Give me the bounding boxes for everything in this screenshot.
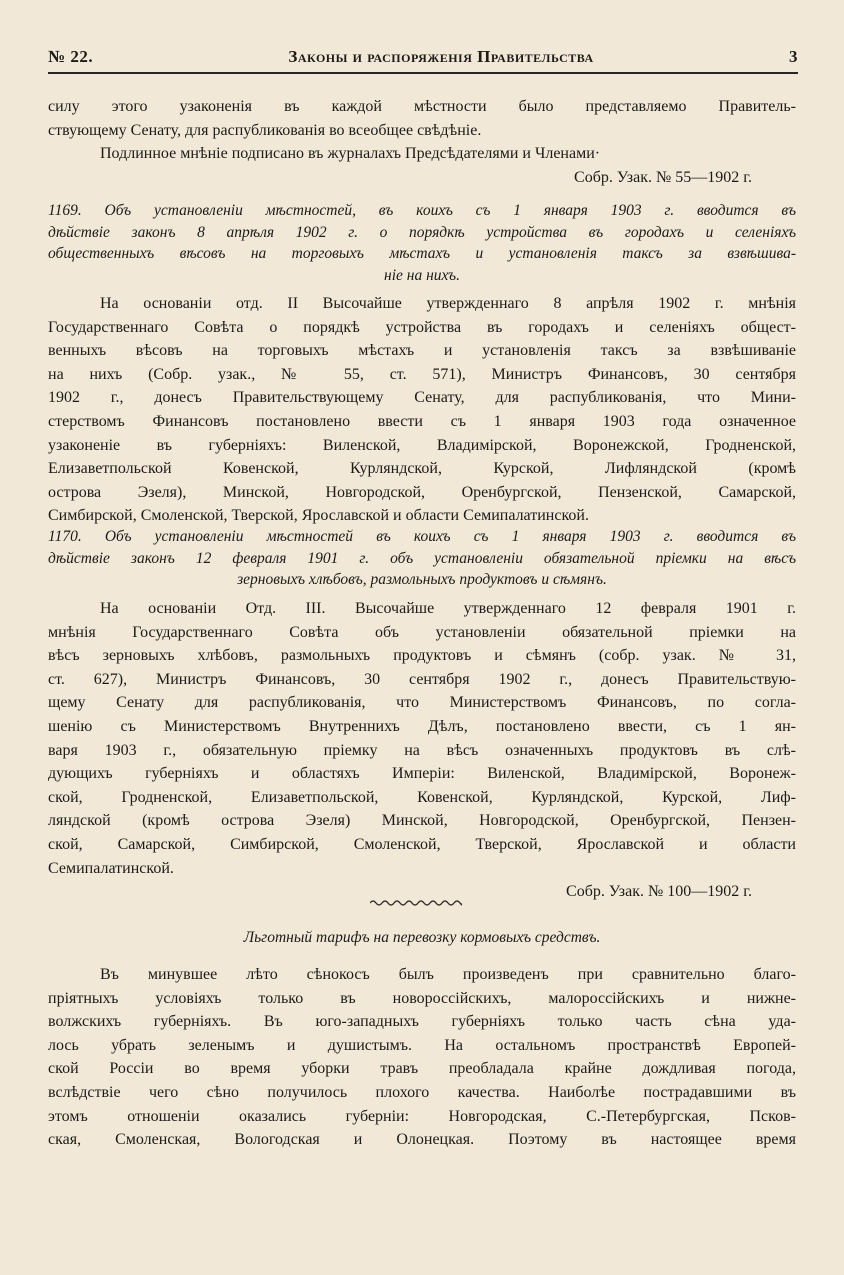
text-line: стерствомъ Финансовъ постановлено ввести съ 1 января 1903 года означенное	[48, 412, 796, 430]
item-1170-title	[48, 526, 796, 591]
text-line: ская, Смоленская, Вологодская и Олонецкая. Поэтому въ настоящее время	[48, 1131, 796, 1149]
text-line: ляндской (кромѣ острова Эзеля) Минской, Новгородской, Оренбургской, Пензен-	[48, 812, 796, 830]
text-line: На основаніи Отд. III. Высочайше утвержденнаго 12 февраля 1901 г.	[100, 600, 796, 617]
text-line: 1902 г., донесъ Правительствующему Сенату, для распубликованія, что Мини-	[48, 389, 796, 407]
wavy-divider	[370, 898, 462, 908]
title-line: дѣйствіе законъ 12 февраля 1901 г. объ установленіи обязательной пріемки на вѣсъ	[48, 549, 796, 567]
item-1169-body	[48, 292, 796, 528]
text-line: волжскихъ губерніяхъ. Въ юго-западныхъ губерніяхъ только часть сѣна уда-	[48, 1013, 796, 1031]
text-line: вѣсъ зерновыхъ хлѣбовъ, размольныхъ продуктовъ и сѣмянъ (собр. узак. № 31,	[48, 647, 796, 665]
text-line: дующихъ губерніяхъ и областяхъ Имперіи: Виленской, Владимірской, Воронеж-	[48, 765, 796, 783]
text-line: ствующему Сенату, для распубликованія во всеобщее свѣдѣніе.	[48, 121, 482, 139]
header-rule	[48, 72, 798, 74]
source-citation: Собр. Узак. № 100—1902 г.	[566, 883, 752, 901]
tariff-body	[48, 963, 796, 1152]
tariff-heading: Льготный тарифъ на перевозку кормовыхъ средствъ.	[243, 929, 601, 946]
title-line: ніе на нихъ.	[384, 266, 460, 284]
title-line: дѣйствіе законъ 8 апрѣля 1902 г. о порядкѣ устройства въ городахъ и селеніяхъ	[48, 223, 796, 241]
text-line: ской, Самарской, Симбирской, Смоленской, Тверской, Ярославской и области	[48, 835, 796, 853]
text-line: Государственнаго Совѣта о порядкѣ устройства въ городахъ и селеніяхъ общест-	[48, 318, 796, 336]
text-line: на нихъ (Собр. узак., № 55, ст. 571), Министръ Финансовъ, 30 сентября	[48, 365, 796, 383]
text-line: шенію съ Министерствомъ Внутреннихъ Дѣлъ, постановлено ввести, съ 1 ян-	[48, 717, 796, 735]
item-1169-title	[48, 200, 796, 286]
item-1170-body	[48, 597, 796, 904]
text-line: узаконеніе въ губерніяхъ: Виленской, Владимірской, Воронежской, Гродненской,	[48, 436, 796, 454]
text-line: этомъ отношеніи оказались губерніи: Новгородская, С.-Петербургская, Псков-	[48, 1107, 796, 1125]
text-line: Въ минувшее лѣто сѣнокосъ былъ произведенъ при сравнительно благо-	[100, 966, 796, 983]
text-line: лось убрать зеленымъ и душистымъ. На остальномъ пространствѣ Европей-	[48, 1036, 796, 1054]
text-line: пріятныхъ условіяхъ только въ новороссійскихъ, малороссійскихъ и нижне-	[48, 989, 796, 1007]
title-line: 1169. Объ установленіи мѣстностей, въ коихъ съ 1 января 1903 г. вводится въ	[48, 202, 796, 219]
text-line: Симбирской, Смоленской, Тверской, Ярославской и области Семипалатинской.	[48, 507, 589, 525]
text-line: щему Сенату для распубликованія, что Министерствомъ Финансовъ, по согла-	[48, 694, 796, 712]
running-title: Законы и распоряженія Правительства	[288, 47, 594, 66]
text-line: ской Россіи во время уборки травъ преобладала крайне дождливая погода,	[48, 1060, 796, 1078]
text-line: Подлинное мнѣніе подписано въ журналахъ Предсѣдателями и Членами·	[100, 145, 601, 163]
issue-number: № 22.	[48, 47, 94, 66]
text-line: венныхъ вѣсовъ на торговыхъ мѣстахъ и установленія таксъ за взвѣшиваніе	[48, 342, 796, 360]
title-line: общественныхъ вѣсовъ на торговыхъ мѣстахъ и установленія таксъ за взвѣшива-	[48, 245, 796, 262]
text-line: мнѣнія Государственнаго Совѣта объ установленіи обязательной пріемки на	[48, 623, 796, 641]
source-citation: Собр. Узак. № 55—1902 г.	[574, 168, 752, 186]
page-header	[48, 44, 798, 70]
text-line: Елизаветпольской Ковенской, Курляндской, Курской, Лифляндской (кромѣ	[48, 460, 796, 478]
page-number: 3	[789, 47, 798, 66]
text-line: острова Эзеля), Минской, Новгородской, Оренбургской, Пензенской, Самарской,	[48, 483, 796, 501]
intro-block	[48, 95, 796, 189]
text-line: На основаніи отд. II Высочайше утвержденнаго 8 апрѣля 1902 г. мнѣнія	[100, 295, 796, 312]
text-line: ст. 627), Министръ Финансовъ, 30 сентября 1902 г., донесъ Правительствую-	[48, 670, 796, 688]
text-line: силу этого узаконенія въ каждой мѣстности было представляемо Правитель-	[48, 98, 796, 115]
text-line: варя 1903 г., обязательную пріемку на вѣсъ означенныхъ продуктовъ въ слѣ-	[48, 741, 796, 759]
text-line: вслѣдствіе чего сѣно получилось плохого качества. Наиболѣе пострадавшими въ	[48, 1083, 796, 1101]
title-line: 1170. Объ установленіи мѣстностей въ коихъ съ 1 января 1903 г. вводится въ	[48, 528, 796, 545]
text-line: Семипалатинской.	[48, 859, 174, 877]
text-line: ской, Гродненской, Елизаветпольской, Ковенской, Курляндской, Курской, Лиф-	[48, 788, 796, 806]
title-line: зерновыхъ хлѣбовъ, размольныхъ продуктовъ и сѣмянъ.	[237, 571, 607, 588]
